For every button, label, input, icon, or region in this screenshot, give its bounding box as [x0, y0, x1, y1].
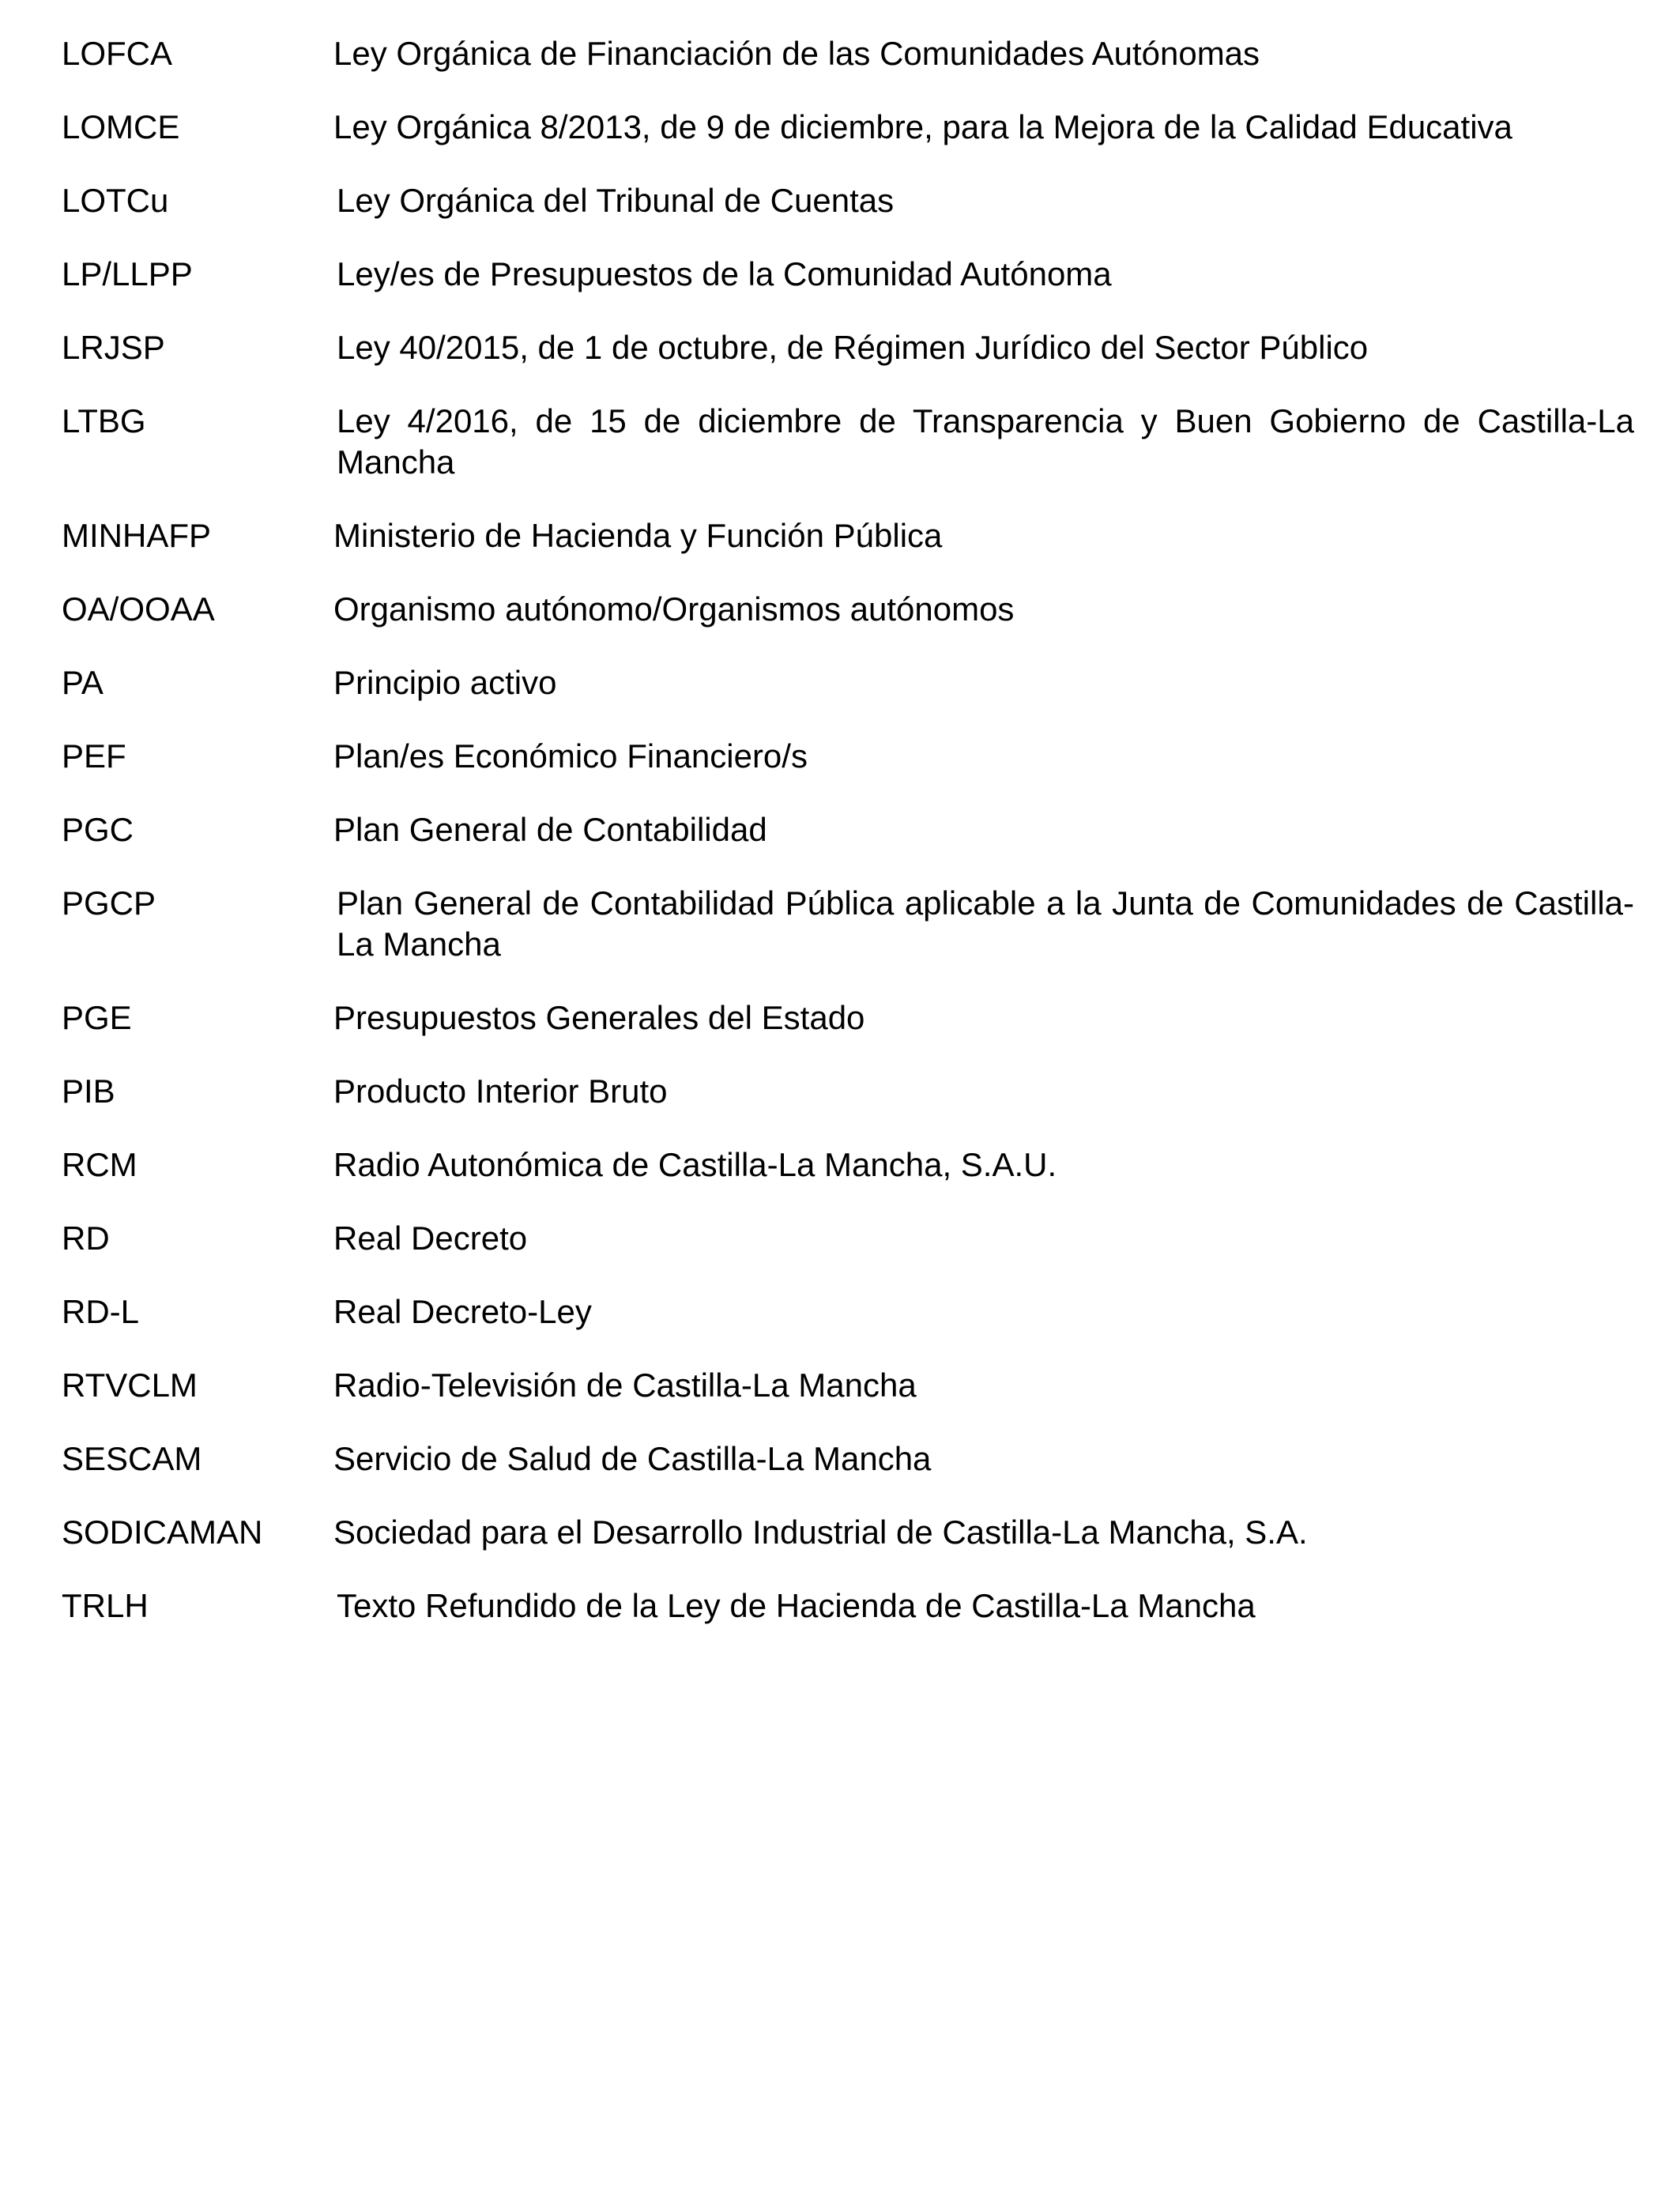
list-item	[62, 883, 1634, 965]
abbreviation: PA	[62, 664, 104, 701]
definition: Producto Interior Bruto	[333, 1072, 668, 1110]
abbreviation: LTBG	[62, 402, 146, 439]
abbreviation: PGE	[62, 999, 132, 1036]
list-item	[62, 809, 1634, 850]
definition: Servicio de Salud de Castilla-La Mancha	[333, 1440, 932, 1477]
abbreviation: RD-L	[62, 1293, 140, 1330]
definition: Real Decreto-Ley	[333, 1293, 592, 1330]
definition: Ley Orgánica del Tribunal de Cuentas	[337, 182, 895, 219]
list-item	[62, 254, 1634, 295]
list-item	[62, 589, 1634, 630]
list-item	[62, 662, 1634, 703]
list-item	[62, 401, 1634, 483]
definition: Presupuestos Generales del Estado	[333, 999, 865, 1036]
abbreviation: RCM	[62, 1146, 137, 1183]
abbreviation: LOMCE	[62, 108, 180, 145]
definition: Ley/es de Presupuestos de la Comunidad Autónoma	[337, 255, 1112, 292]
list-item	[62, 736, 1634, 777]
list-item	[62, 515, 1634, 556]
definition: Real Decreto	[333, 1220, 528, 1257]
definition: Plan/es Económico Financiero/s	[333, 737, 808, 775]
list-item	[62, 180, 1634, 221]
abbreviation: RTVCLM	[62, 1367, 198, 1404]
list-item	[62, 1438, 1634, 1480]
definition: Ministerio de Hacienda y Función Pública	[333, 517, 943, 554]
abbreviation: LRJSP	[62, 329, 165, 366]
abbreviation: OA/OOAA	[62, 590, 215, 628]
definition: Ley Orgánica 8/2013, de 9 de diciembre, para la Mejora de la Calidad Educativa	[333, 108, 1512, 145]
abbreviation: PEF	[62, 737, 126, 775]
definition: Texto Refundido de la Ley de Hacienda de Castilla-La Mancha	[337, 1587, 1256, 1624]
abbreviation: LP/LLPP	[62, 255, 193, 292]
list-item	[62, 107, 1634, 148]
list-item	[62, 327, 1634, 368]
definition: Ley 4/2016, de 15 de diciembre de Transparencia y Buen Gobierno de Castilla-La Mancha	[337, 402, 1634, 481]
definition: Plan General de Contabilidad	[333, 811, 767, 848]
abbreviation: RD	[62, 1220, 110, 1257]
definition: Plan General de Contabilidad Pública aplicable a la Junta de Comunidades de Castilla-La Mancha	[337, 884, 1634, 963]
definition: Sociedad para el Desarrollo Industrial de Castilla-La Mancha, S.A.	[333, 1514, 1308, 1551]
abbreviation: PGCP	[62, 884, 156, 922]
abbreviation: MINHAFP	[62, 517, 211, 554]
list-item	[62, 1512, 1634, 1553]
abbreviation: SESCAM	[62, 1440, 202, 1477]
abbreviations-list	[62, 33, 1634, 1659]
list-item	[62, 1585, 1634, 1627]
list-item	[62, 1144, 1634, 1186]
list-item	[62, 1291, 1634, 1333]
definition: Radio-Televisión de Castilla-La Mancha	[333, 1367, 917, 1404]
list-item	[62, 1218, 1634, 1259]
abbreviation: SODICAMAN	[62, 1514, 263, 1551]
list-item	[62, 997, 1634, 1039]
definition: Principio activo	[333, 664, 557, 701]
abbreviation: PIB	[62, 1072, 115, 1110]
list-item	[62, 33, 1634, 74]
abbreviation: LOFCA	[62, 35, 173, 72]
definition: Organismo autónomo/Organismos autónomos	[333, 590, 1015, 628]
definition: Radio Autonómica de Castilla-La Mancha, S.A.U.	[333, 1146, 1057, 1183]
definition: Ley 40/2015, de 1 de octubre, de Régimen Jurídico del Sector Público	[337, 329, 1369, 366]
list-item	[62, 1365, 1634, 1406]
definition: Ley Orgánica de Financiación de las Comunidades Autónomas	[333, 35, 1260, 72]
list-item	[62, 1071, 1634, 1112]
abbreviation: LOTCu	[62, 182, 169, 219]
abbreviation: TRLH	[62, 1587, 149, 1624]
abbreviation: PGC	[62, 811, 134, 848]
